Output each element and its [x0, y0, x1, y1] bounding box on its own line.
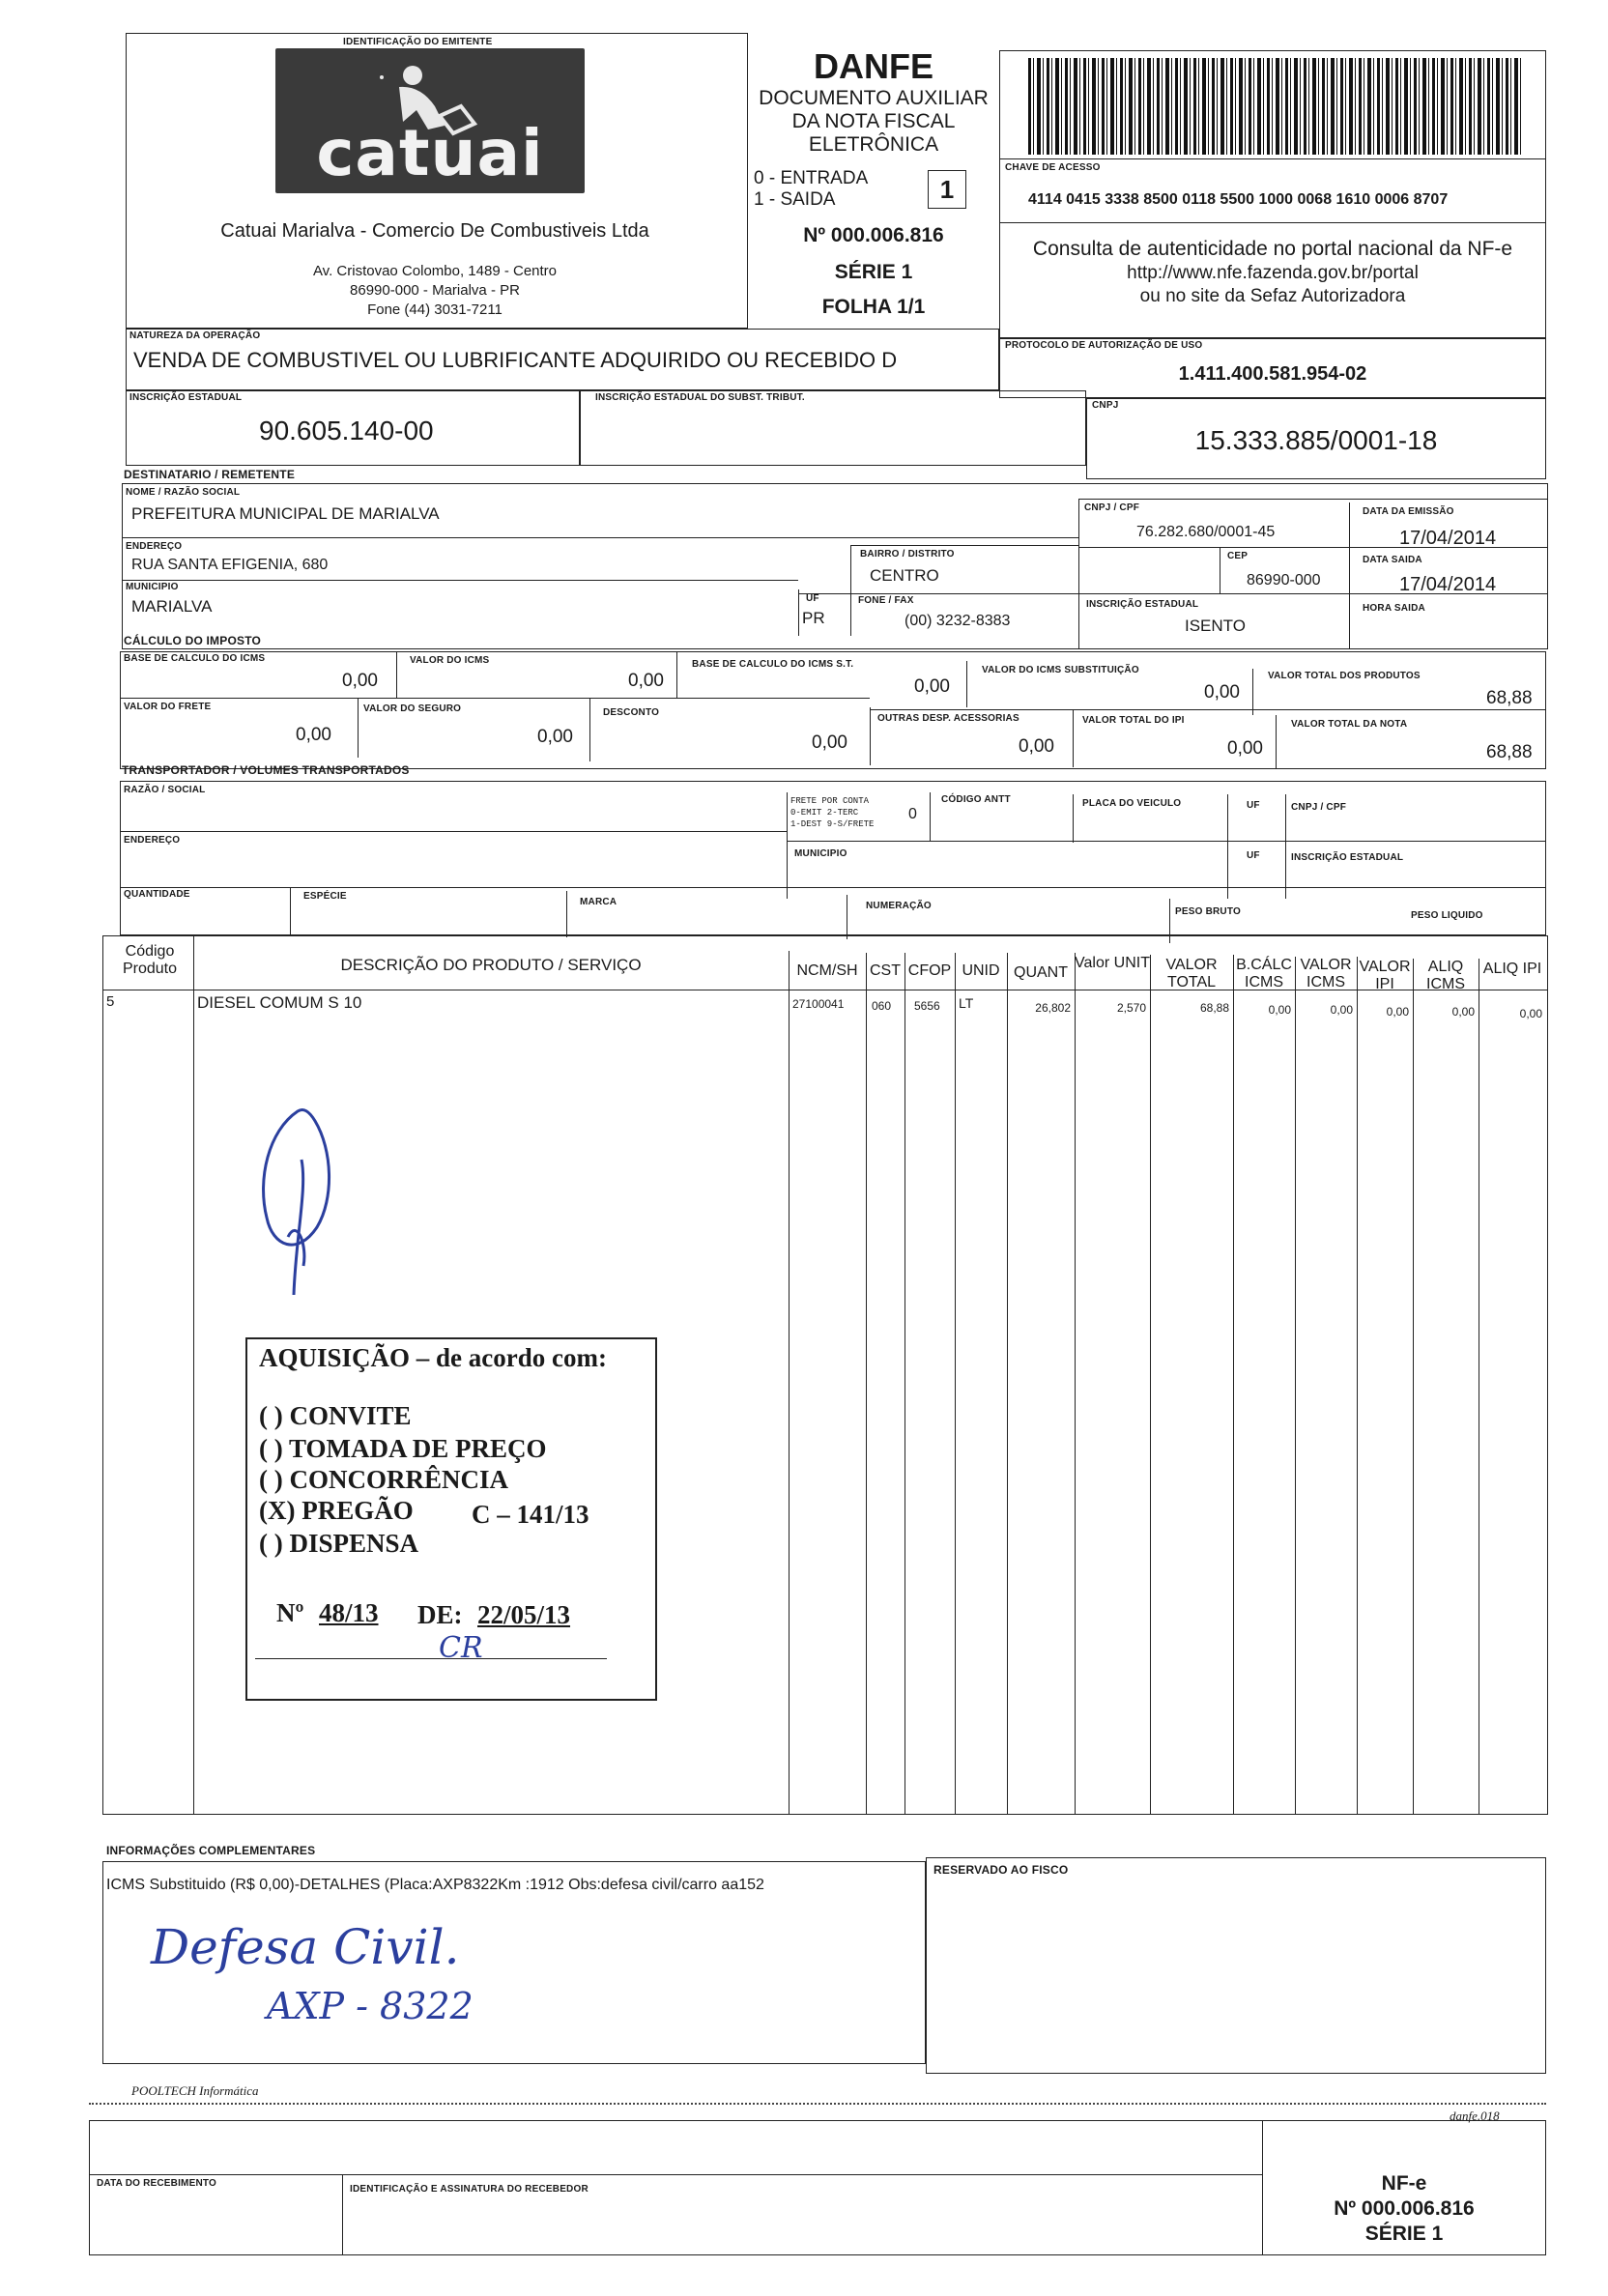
seguro-value: 0,00	[537, 727, 573, 747]
col-ncm: NCM/SH	[796, 962, 858, 979]
danfe-title: DANFE	[814, 46, 933, 86]
marca-label: MARCA	[580, 897, 617, 907]
recebimento-label: DATA DO RECEBIMENTO	[97, 2178, 216, 2189]
bairro-label: BAIRRO / DISTRITO	[860, 549, 955, 560]
peso-liquido-label: PESO LIQUIDO	[1411, 910, 1483, 921]
row-vtotal: 68,88	[1199, 1001, 1229, 1015]
cnpj-value: 15.333.885/0001-18	[1194, 425, 1438, 455]
emitente-name: Catuai Marialva - Comercio De Combustiveis Ltda	[220, 220, 649, 242]
frete-conta-value: 0	[908, 806, 917, 822]
chave-value: 4114 0415 3338 8500 0118 5500 1000 0068 1610 0006 8707	[1028, 191, 1449, 208]
quantidade-label: QUANTIDADE	[124, 889, 190, 900]
danfe-subtitle2: DA NOTA FISCAL	[791, 110, 956, 132]
valor-st-label: VALOR DO ICMS SUBSTITUIÇÃO	[982, 665, 1139, 675]
placa-label: PLACA DO VEICULO	[1082, 798, 1182, 809]
row-vunit: 2,570	[1116, 1001, 1146, 1015]
col-unid: UNID	[962, 962, 1000, 979]
info-handwriting2: AXP - 8322	[267, 1985, 474, 2027]
endereco-value: RUA SANTA EFIGENIA, 680	[131, 557, 329, 573]
col-quant: QUANT	[1014, 964, 1068, 981]
row-quant: 26,802	[1035, 1001, 1071, 1015]
row-ncm: 27100041	[792, 997, 845, 1011]
fone-value: (00) 3232-8383	[904, 613, 1011, 629]
desconto-label: DESCONTO	[603, 707, 660, 718]
danfe-subtitle3: ELETRÔNICA	[808, 133, 939, 156]
frete-conta-line3: 1-DEST 9-S/FRETE	[790, 819, 875, 829]
row-aicms: 0,00	[1451, 1005, 1475, 1019]
danfe-tipo-box: 1	[928, 170, 966, 209]
total-nota-value: 68,88	[1486, 742, 1533, 762]
emitente-phone: Fone (44) 3031-7211	[367, 301, 502, 318]
danfe-numero: Nº 000.006.816	[803, 224, 944, 246]
valor-icms-value: 0,00	[628, 671, 664, 691]
saida-label: DATA SAIDA	[1363, 555, 1422, 565]
transportador-section-label: TRANSPORTADOR / VOLUMES TRANSPORTADOS	[122, 763, 410, 777]
stamp-numero: 48/13	[319, 1598, 379, 1627]
dest-ie-label: INSCRIÇÃO ESTADUAL	[1086, 599, 1199, 610]
info-text: ICMS Substituido (R$ 0,00)-DETALHES (Placa:AXP8322Km :1912 Obs:defesa civil/carro aa152	[106, 1877, 764, 1893]
emitente-address2: 86990-000 - Marialva - PR	[350, 282, 520, 299]
seguro-label: VALOR DO SEGURO	[363, 703, 462, 714]
fisco-box	[926, 1857, 1546, 2074]
especie-label: ESPÉCIE	[303, 891, 347, 902]
ie-value: 90.605.140-00	[259, 416, 434, 445]
row-aipi: 0,00	[1519, 1007, 1542, 1020]
row-vipi: 0,00	[1386, 1005, 1409, 1019]
transp-endereco-label: ENDEREÇO	[124, 835, 181, 846]
transp-ie-label: INSCRIÇÃO ESTADUAL	[1291, 852, 1404, 863]
cep-value: 86990-000	[1247, 572, 1321, 588]
protocolo-value: 1.411.400.581.954-02	[1178, 363, 1367, 385]
row-descricao: DIESEL COMUM S 10	[197, 993, 362, 1012]
footer-nfe-serie: SÉRIE 1	[1364, 2223, 1444, 2245]
nome-label: NOME / RAZÃO SOCIAL	[126, 487, 241, 498]
consulta-line2: http://www.nfe.fazenda.gov.br/portal	[1127, 263, 1419, 283]
total-produtos-label: VALOR TOTAL DOS PRODUTOS	[1268, 671, 1421, 681]
row-cfop: 5656	[914, 999, 940, 1013]
municipio-value: MARIALVA	[131, 597, 213, 616]
row-codigo: 5	[106, 993, 115, 1010]
bairro-value: CENTRO	[870, 566, 939, 585]
natureza-label: NATUREZA DA OPERAÇÃO	[129, 330, 261, 341]
emitente-address1: Av. Cristovao Colombo, 1489 - Centro	[312, 263, 558, 279]
razao-label: RAZÃO / SOCIAL	[124, 785, 206, 795]
pooltech-label: POOLTECH Informática	[131, 2083, 259, 2098]
frete-label: VALOR DO FRETE	[124, 702, 212, 712]
destinatario-section-label: DESTINATARIO / REMETENTE	[124, 468, 296, 481]
total-produtos-value: 68,88	[1486, 688, 1533, 708]
peso-bruto-label: PESO BRUTO	[1175, 906, 1241, 917]
total-nota-label: VALOR TOTAL DA NOTA	[1291, 719, 1408, 730]
danfe-saida: 1 - SAIDA	[754, 189, 836, 210]
outras-value: 0,00	[1019, 736, 1054, 757]
base-icms-label: BASE DE CALCULO DO ICMS	[124, 653, 266, 664]
footer-nfe-numero: Nº 000.006.816	[1334, 2197, 1475, 2220]
desconto-value: 0,00	[812, 732, 847, 753]
assinatura-label: IDENTIFICAÇÃO E ASSINATURA DO RECEBEDOR	[350, 2184, 589, 2195]
stamp-dispensa: ( ) DISPENSA	[259, 1529, 419, 1558]
base-st-value: 0,00	[914, 676, 950, 697]
col-cfop: CFOP	[907, 962, 952, 979]
frete-value: 0,00	[296, 725, 331, 745]
danfe-serie: SÉRIE 1	[834, 261, 913, 283]
row-unid: LT	[959, 995, 974, 1011]
col-descricao: DESCRIÇÃO DO PRODUTO / SERVIÇO	[340, 956, 642, 974]
stamp-tomada: ( ) TOMADA DE PREÇO	[259, 1434, 547, 1463]
consulta-line1: Consulta de autenticidade no portal nacional da NF-e	[1032, 238, 1513, 260]
logo-text: catuai	[316, 116, 544, 190]
ipi-label: VALOR TOTAL DO IPI	[1082, 715, 1185, 726]
info-handwriting1: Defesa Civil.	[151, 1919, 460, 1975]
base-st-label: BASE DE CALCULO DO ICMS S.T.	[692, 659, 854, 670]
cnpj-label: CNPJ	[1092, 400, 1119, 411]
stamp-de-prefix: DE:	[417, 1600, 463, 1629]
cep-label: CEP	[1227, 551, 1249, 561]
outras-label: OUTRAS DESP. ACESSORIAS	[877, 713, 1019, 724]
danfe-code: danfe.018	[1450, 2109, 1500, 2123]
stamp-concorrencia: ( ) CONCORRÊNCIA	[259, 1465, 508, 1494]
frete-conta-line1: FRETE POR CONTA	[790, 796, 870, 806]
valor-st-value: 0,00	[1204, 682, 1240, 703]
antt-label: CÓDIGO ANTT	[941, 794, 1011, 805]
natureza-value: VENDA DE COMBUSTIVEL OU LUBRIFICANTE ADQUIRIDO OU RECEBIDO D	[133, 348, 898, 372]
endereco-label: ENDEREÇO	[126, 541, 183, 552]
danfe-subtitle1: DOCUMENTO AUXILIAR	[759, 87, 989, 109]
frete-conta-line2: 0-EMIT 2-TERC	[790, 808, 859, 818]
base-icms-value: 0,00	[342, 671, 378, 691]
consulta-line3: ou no site da Sefaz Autorizadora	[1139, 286, 1406, 306]
ipi-value: 0,00	[1227, 738, 1263, 759]
col-vicms: VALOR ICMS	[1300, 957, 1352, 990]
col-aipi: ALIQ IPI	[1482, 961, 1542, 977]
stamp-pregao: (X) PREGÃO	[259, 1496, 414, 1525]
fone-label: FONE / FAX	[858, 595, 914, 606]
stamp-title: AQUISIÇÃO – de acordo com:	[259, 1343, 607, 1372]
imposto-section-label: CÁLCULO DO IMPOSTO	[124, 634, 262, 647]
catuai-logo	[275, 48, 585, 193]
emissao-value: 17/04/2014	[1399, 528, 1497, 549]
col-bcalc: B.CÁLC ICMS	[1236, 957, 1292, 990]
nome-value: PREFEITURA MUNICIPAL DE MARIALVA	[131, 504, 440, 523]
numeracao-label: NUMERAÇÃO	[866, 901, 932, 911]
protocolo-label: PROTOCOLO DE AUTORIZAÇÃO DE USO	[1005, 340, 1203, 351]
barcode	[1028, 58, 1521, 155]
danfe-folha: FOLHA 1/1	[821, 296, 926, 318]
dest-cnpj-value: 76.282.680/0001-45	[1136, 524, 1276, 540]
dest-ie-value: ISENTO	[1185, 617, 1246, 635]
chave-label: CHAVE DE ACESSO	[1005, 162, 1101, 173]
emissao-label: DATA DA EMISSÃO	[1363, 506, 1454, 517]
stamp-numero-prefix: Nº	[276, 1598, 304, 1627]
row-cst: 060	[872, 999, 892, 1013]
transp-cnpj-label: CNPJ / CPF	[1291, 802, 1347, 813]
ie-label: INSCRIÇÃO ESTADUAL	[129, 392, 243, 403]
emitente-section-label: IDENTIFICAÇÃO DO EMITENTE	[343, 37, 493, 47]
col-vipi: VALOR IPI	[1359, 959, 1411, 992]
danfe-entrada: 0 - ENTRADA	[754, 168, 869, 188]
fisco-label: RESERVADO AO FISCO	[933, 1863, 1069, 1877]
stamp-convite: ( ) CONVITE	[259, 1401, 412, 1430]
ie-subst-label: INSCRIÇÃO ESTADUAL DO SUBST. TRIBUT.	[595, 392, 805, 403]
footer-nfe: NF-e	[1381, 2172, 1427, 2195]
col-vunit: Valor UNIT	[1075, 955, 1150, 971]
stamp-data: 22/05/13	[477, 1600, 571, 1629]
col-aicms: ALIQ ICMS	[1426, 959, 1465, 992]
valor-icms-label: VALOR DO ICMS	[410, 655, 490, 666]
hora-label: HORA SAIDA	[1363, 603, 1425, 614]
signature-scribble	[240, 1102, 375, 1305]
transp-uf-label: UF	[1247, 800, 1260, 811]
saida-value: 17/04/2014	[1399, 574, 1497, 595]
stamp-pregao-number: C – 141/13	[472, 1500, 589, 1529]
col-vtotal: VALOR TOTAL	[1165, 957, 1218, 990]
stamp-initials: CR	[439, 1631, 483, 1665]
dest-cnpj-label: CNPJ / CPF	[1084, 502, 1140, 513]
municipio-label: MUNICIPIO	[126, 582, 179, 592]
col-codigo: Código Produto	[122, 943, 178, 977]
transp-uf2-label: UF	[1247, 850, 1260, 861]
col-cst: CST	[870, 962, 901, 979]
transp-municipio-label: MUNICIPIO	[794, 848, 847, 859]
row-bcalc: 0,00	[1268, 1003, 1291, 1017]
dest-uf-label: UF	[806, 593, 819, 604]
row-vicms: 0,00	[1330, 1003, 1353, 1017]
info-label: INFORMAÇÕES COMPLEMENTARES	[106, 1844, 316, 1857]
dest-uf-value: PR	[802, 609, 825, 627]
